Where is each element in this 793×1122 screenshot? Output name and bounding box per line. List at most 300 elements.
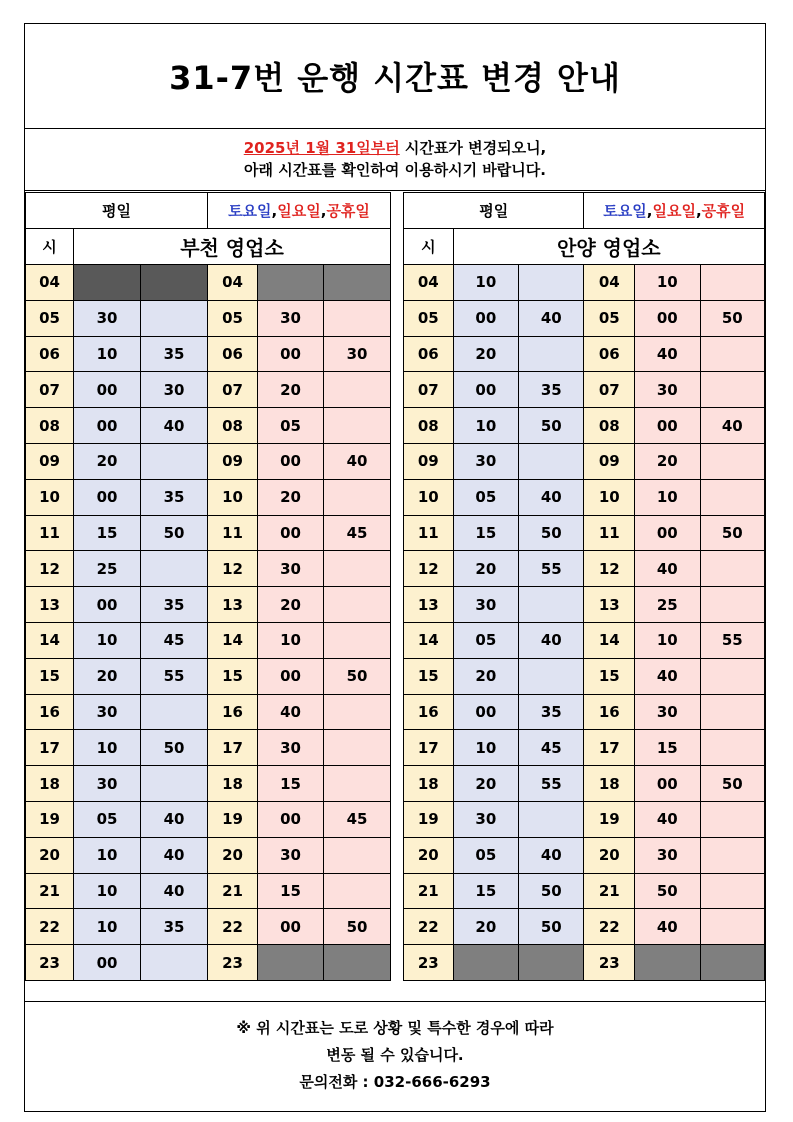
weekend-minute-cell: 40: [635, 801, 700, 837]
weekend-hour-cell: 16: [208, 694, 258, 730]
timetable-row: [26, 408, 391, 444]
weekend-minute-cell: 45: [324, 801, 391, 837]
weekday-minute-cell: 20: [74, 443, 141, 479]
weekday-minute-cell: 40: [519, 300, 584, 336]
weekend-minute-cell: 40: [324, 443, 391, 479]
weekday-minute-cell: [141, 766, 208, 802]
timetable-row: [26, 265, 391, 301]
timetable-row: [404, 622, 765, 658]
weekend-minute-cell: [700, 265, 765, 301]
weekday-hour-cell: 13: [404, 587, 454, 623]
office-name: 부천 영업소: [74, 229, 391, 265]
weekend-minute-cell: 50: [324, 909, 391, 945]
weekday-minute-cell: 00: [74, 587, 141, 623]
weekday-minute-cell: 30: [453, 587, 518, 623]
weekday-hour-cell: 23: [404, 945, 454, 981]
weekend-minute-cell: 15: [258, 766, 324, 802]
day-type-header: [404, 193, 765, 229]
weekend-minute-cell: [324, 766, 391, 802]
saturday-label: 토요일: [228, 202, 272, 220]
weekend-minute-cell: 40: [635, 658, 700, 694]
weekend-hour-cell: 10: [208, 479, 258, 515]
weekday-hour-cell: 10: [404, 479, 454, 515]
weekday-minute-cell: 30: [453, 801, 518, 837]
weekday-hour-cell: 18: [26, 766, 74, 802]
weekend-minute-cell: 30: [258, 551, 324, 587]
timetable-row: [404, 587, 765, 623]
separator: ,: [320, 202, 327, 220]
saturday-label: 토요일: [603, 202, 647, 220]
weekend-hour-cell: 05: [208, 300, 258, 336]
office-header-row: [26, 229, 391, 265]
weekend-minute-cell: [324, 694, 391, 730]
weekday-minute-cell: 35: [141, 909, 208, 945]
weekend-minute-cell: 50: [700, 300, 765, 336]
weekday-minute-cell: [141, 945, 208, 981]
weekday-minute-cell: 55: [141, 658, 208, 694]
weekend-minute-cell: [700, 658, 765, 694]
timetable-row: [26, 766, 391, 802]
weekday-minute-cell: 00: [453, 300, 518, 336]
weekend-minute-cell: [700, 551, 765, 587]
notice-line-1-text: 시간표가 변경되오니,: [399, 139, 547, 157]
weekend-hour-cell: 21: [584, 873, 635, 909]
timetable-row: [26, 945, 391, 981]
weekday-hour-cell: 14: [404, 622, 454, 658]
timetable-row: [26, 515, 391, 551]
timetable-row: [26, 300, 391, 336]
effective-date: 2025년 1월 31일부터: [243, 139, 400, 157]
weekend-minute-cell: [324, 622, 391, 658]
weekday-minute-cell: 30: [74, 300, 141, 336]
weekend-hour-cell: 15: [584, 658, 635, 694]
weekday-header: 평일: [404, 193, 584, 229]
weekday-hour-cell: 18: [404, 766, 454, 802]
weekend-minute-cell: [258, 945, 324, 981]
weekend-hour-cell: 12: [208, 551, 258, 587]
weekday-hour-cell: 15: [26, 658, 74, 694]
weekend-hour-cell: 17: [584, 730, 635, 766]
timetable-row: [26, 873, 391, 909]
timetable-row: [26, 372, 391, 408]
weekend-hour-cell: 06: [584, 336, 635, 372]
weekend-minute-cell: 10: [635, 479, 700, 515]
weekday-minute-cell: 35: [519, 372, 584, 408]
weekday-minute-cell: 50: [519, 909, 584, 945]
weekend-hour-cell: 18: [584, 766, 635, 802]
weekday-minute-cell: 20: [453, 658, 518, 694]
footer-line-2: 변동 될 수 있습니다.: [326, 1046, 464, 1064]
weekend-hour-cell: 13: [584, 587, 635, 623]
weekday-minute-cell: [519, 587, 584, 623]
timetable-row: [404, 837, 765, 873]
timetable-row: [26, 837, 391, 873]
weekend-minute-cell: 20: [258, 479, 324, 515]
timetable-row: [404, 694, 765, 730]
weekday-hour-cell: 21: [404, 873, 454, 909]
weekend-hour-cell: 07: [584, 372, 635, 408]
weekend-minute-cell: 50: [324, 658, 391, 694]
weekday-hour-cell: 14: [26, 622, 74, 658]
weekday-hour-cell: 07: [404, 372, 454, 408]
holiday-label: 공휴일: [326, 202, 370, 220]
timetable-row: [404, 551, 765, 587]
weekday-minute-cell: 00: [453, 372, 518, 408]
weekend-minute-cell: 45: [324, 515, 391, 551]
weekday-minute-cell: 40: [141, 837, 208, 873]
weekday-minute-cell: 05: [453, 479, 518, 515]
weekday-hour-cell: 19: [404, 801, 454, 837]
weekend-minute-cell: 00: [258, 658, 324, 694]
weekend-minute-cell: 25: [635, 587, 700, 623]
weekend-minute-cell: 00: [635, 408, 700, 444]
weekday-minute-cell: [519, 336, 584, 372]
contact-phone: 문의전화 : 032-666-6293: [299, 1073, 491, 1091]
weekend-minute-cell: 30: [258, 837, 324, 873]
hour-column-header: 시: [404, 229, 454, 265]
weekday-minute-cell: 35: [141, 587, 208, 623]
timetable-row: [26, 801, 391, 837]
weekday-hour-cell: 11: [404, 515, 454, 551]
weekend-hour-cell: 19: [208, 801, 258, 837]
weekday-hour-cell: 17: [404, 730, 454, 766]
weekday-minute-cell: 00: [74, 945, 141, 981]
weekday-minute-cell: [519, 443, 584, 479]
weekend-hour-cell: 16: [584, 694, 635, 730]
sunday-label: 일요일: [277, 202, 321, 220]
weekend-hour-cell: 14: [208, 622, 258, 658]
weekend-hour-cell: 23: [584, 945, 635, 981]
weekend-minute-cell: [700, 801, 765, 837]
weekend-hour-cell: 12: [584, 551, 635, 587]
weekend-minute-cell: 20: [258, 587, 324, 623]
weekday-minute-cell: 25: [74, 551, 141, 587]
notice-document: [24, 23, 766, 1112]
weekend-minute-cell: [258, 265, 324, 301]
weekday-minute-cell: 10: [74, 336, 141, 372]
page-title: 31-7번 운행 시간표 변경 안내: [25, 24, 765, 129]
timetable-row: [404, 873, 765, 909]
weekday-minute-cell: 10: [74, 622, 141, 658]
weekday-header: 평일: [26, 193, 208, 229]
weekend-hour-cell: 04: [584, 265, 635, 301]
weekend-minute-cell: 15: [258, 873, 324, 909]
timetable-row: [404, 658, 765, 694]
weekend-minute-cell: [700, 909, 765, 945]
weekend-minute-cell: 00: [258, 443, 324, 479]
weekend-hour-cell: 10: [584, 479, 635, 515]
weekend-minute-cell: 10: [635, 265, 700, 301]
weekday-hour-cell: 05: [26, 300, 74, 336]
weekend-minute-cell: 00: [258, 801, 324, 837]
weekend-minute-cell: 10: [258, 622, 324, 658]
timetable-row: [26, 443, 391, 479]
weekend-minute-cell: 20: [635, 443, 700, 479]
weekday-minute-cell: 00: [74, 408, 141, 444]
notice-line-2: 아래 시간표를 확인하여 이용하시기 바랍니다.: [244, 161, 546, 179]
weekend-minute-cell: [324, 551, 391, 587]
weekday-hour-cell: 20: [26, 837, 74, 873]
weekday-hour-cell: 05: [404, 300, 454, 336]
timetable-row: [26, 479, 391, 515]
weekday-hour-cell: 13: [26, 587, 74, 623]
weekday-minute-cell: 10: [74, 730, 141, 766]
separator: ,: [271, 202, 278, 220]
weekend-hour-cell: 05: [584, 300, 635, 336]
weekday-minute-cell: 00: [74, 479, 141, 515]
timetable-row: [26, 587, 391, 623]
weekend-hour-cell: 23: [208, 945, 258, 981]
weekend-hour-cell: 20: [208, 837, 258, 873]
weekday-minute-cell: 20: [453, 551, 518, 587]
weekday-hour-cell: 06: [404, 336, 454, 372]
weekday-minute-cell: 50: [519, 515, 584, 551]
weekday-minute-cell: 05: [453, 622, 518, 658]
holiday-label: 공휴일: [701, 202, 746, 220]
weekend-minute-cell: 00: [635, 300, 700, 336]
weekend-minute-cell: 10: [635, 622, 700, 658]
weekday-minute-cell: 50: [519, 873, 584, 909]
weekday-hour-cell: 17: [26, 730, 74, 766]
timetable-row: [404, 408, 765, 444]
weekday-minute-cell: 55: [519, 766, 584, 802]
timetable-row: [26, 336, 391, 372]
weekday-minute-cell: 35: [141, 336, 208, 372]
timetable-row: [404, 336, 765, 372]
weekday-hour-cell: 08: [26, 408, 74, 444]
weekend-hour-cell: 18: [208, 766, 258, 802]
weekday-minute-cell: 10: [453, 730, 518, 766]
weekday-minute-cell: 40: [519, 622, 584, 658]
weekend-minute-cell: [700, 587, 765, 623]
bucheon-timetable: [25, 192, 391, 981]
weekday-minute-cell: 05: [74, 801, 141, 837]
weekday-minute-cell: 30: [74, 766, 141, 802]
timetable-row: [26, 551, 391, 587]
weekend-minute-cell: 00: [635, 515, 700, 551]
timetable-row: [26, 622, 391, 658]
weekday-minute-cell: 00: [453, 694, 518, 730]
weekday-hour-cell: 09: [404, 443, 454, 479]
weekend-header: [584, 193, 765, 229]
timetable-row: [26, 730, 391, 766]
weekday-hour-cell: 16: [26, 694, 74, 730]
weekday-hour-cell: 21: [26, 873, 74, 909]
timetable-row: [404, 730, 765, 766]
weekend-minute-cell: [700, 336, 765, 372]
weekday-minute-cell: [141, 694, 208, 730]
weekend-minute-cell: [700, 837, 765, 873]
weekend-minute-cell: [700, 730, 765, 766]
footer-line-1: ※ 위 시간표는 도로 상황 및 특수한 경우에 따라: [236, 1019, 554, 1037]
weekend-minute-cell: 40: [258, 694, 324, 730]
weekday-hour-cell: 23: [26, 945, 74, 981]
weekend-hour-cell: 17: [208, 730, 258, 766]
weekend-minute-cell: 30: [258, 300, 324, 336]
weekend-minute-cell: 30: [324, 336, 391, 372]
weekday-minute-cell: 40: [141, 801, 208, 837]
weekend-hour-cell: 06: [208, 336, 258, 372]
weekend-minute-cell: 50: [635, 873, 700, 909]
weekday-hour-cell: 20: [404, 837, 454, 873]
weekday-minute-cell: 10: [74, 909, 141, 945]
weekend-hour-cell: 20: [584, 837, 635, 873]
weekday-minute-cell: 40: [141, 873, 208, 909]
weekday-minute-cell: [519, 658, 584, 694]
weekday-minute-cell: 20: [74, 658, 141, 694]
office-header-row: [404, 229, 765, 265]
timetable-row: [404, 515, 765, 551]
weekday-hour-cell: 07: [26, 372, 74, 408]
timetable-row: [404, 372, 765, 408]
weekday-hour-cell: 19: [26, 801, 74, 837]
timetable-row: [404, 443, 765, 479]
timetable-row: [404, 766, 765, 802]
weekday-hour-cell: 06: [26, 336, 74, 372]
weekday-minute-cell: [74, 265, 141, 301]
weekend-minute-cell: [324, 265, 391, 301]
weekday-hour-cell: 04: [26, 265, 74, 301]
weekday-hour-cell: 16: [404, 694, 454, 730]
timetable-row: [404, 801, 765, 837]
footer-notice: [25, 1001, 765, 1111]
weekend-hour-cell: 09: [208, 443, 258, 479]
weekend-minute-cell: 00: [258, 336, 324, 372]
timetable-row: [26, 909, 391, 945]
weekday-minute-cell: 45: [141, 622, 208, 658]
weekend-hour-cell: 19: [584, 801, 635, 837]
weekday-minute-cell: 15: [453, 873, 518, 909]
weekend-minute-cell: [324, 587, 391, 623]
weekday-hour-cell: 11: [26, 515, 74, 551]
weekend-minute-cell: 05: [258, 408, 324, 444]
weekday-minute-cell: 10: [453, 265, 518, 301]
weekday-hour-cell: 12: [26, 551, 74, 587]
weekend-minute-cell: 50: [700, 515, 765, 551]
weekday-minute-cell: [453, 945, 518, 981]
weekend-minute-cell: 30: [635, 837, 700, 873]
weekend-hour-cell: 15: [208, 658, 258, 694]
weekend-minute-cell: 00: [635, 766, 700, 802]
weekday-minute-cell: 30: [74, 694, 141, 730]
weekend-minute-cell: 55: [700, 622, 765, 658]
weekend-minute-cell: [324, 730, 391, 766]
weekend-hour-cell: 08: [208, 408, 258, 444]
weekday-minute-cell: [519, 801, 584, 837]
weekend-hour-cell: 22: [208, 909, 258, 945]
timetable-row: [404, 479, 765, 515]
weekday-minute-cell: 20: [453, 909, 518, 945]
timetable-row: [404, 909, 765, 945]
hour-column-header: 시: [26, 229, 74, 265]
weekend-hour-cell: 11: [208, 515, 258, 551]
weekend-minute-cell: 00: [258, 515, 324, 551]
weekend-minute-cell: 30: [635, 694, 700, 730]
weekday-minute-cell: 55: [519, 551, 584, 587]
weekday-minute-cell: [141, 300, 208, 336]
separator: ,: [695, 202, 702, 220]
weekday-minute-cell: [519, 945, 584, 981]
weekend-minute-cell: [700, 479, 765, 515]
weekday-minute-cell: 00: [74, 372, 141, 408]
weekday-minute-cell: 40: [141, 408, 208, 444]
weekday-minute-cell: 40: [519, 479, 584, 515]
office-name: 안양 영업소: [453, 229, 764, 265]
weekday-minute-cell: [141, 443, 208, 479]
weekend-minute-cell: [700, 443, 765, 479]
weekend-minute-cell: 15: [635, 730, 700, 766]
weekday-minute-cell: 10: [453, 408, 518, 444]
weekend-minute-cell: [700, 873, 765, 909]
timetable-row: [404, 300, 765, 336]
weekday-hour-cell: 22: [26, 909, 74, 945]
weekend-hour-cell: 21: [208, 873, 258, 909]
weekday-minute-cell: 35: [519, 694, 584, 730]
weekend-header: [208, 193, 391, 229]
weekday-hour-cell: 10: [26, 479, 74, 515]
weekday-minute-cell: 35: [141, 479, 208, 515]
timetable-row: [404, 265, 765, 301]
weekday-hour-cell: 04: [404, 265, 454, 301]
weekday-minute-cell: 20: [453, 336, 518, 372]
notice-line-1: [25, 137, 765, 159]
weekday-minute-cell: 15: [74, 515, 141, 551]
weekday-hour-cell: 09: [26, 443, 74, 479]
weekday-hour-cell: 08: [404, 408, 454, 444]
anyang-timetable: [403, 192, 765, 981]
weekend-minute-cell: 40: [700, 408, 765, 444]
weekend-minute-cell: [700, 694, 765, 730]
weekend-minute-cell: 40: [635, 336, 700, 372]
weekday-minute-cell: 50: [141, 515, 208, 551]
separator: ,: [646, 202, 653, 220]
weekend-hour-cell: 11: [584, 515, 635, 551]
weekday-minute-cell: 20: [453, 766, 518, 802]
weekday-minute-cell: [519, 265, 584, 301]
day-type-header: [26, 193, 391, 229]
weekend-hour-cell: 09: [584, 443, 635, 479]
weekend-minute-cell: [324, 837, 391, 873]
weekday-hour-cell: 12: [404, 551, 454, 587]
weekday-minute-cell: 05: [453, 837, 518, 873]
weekend-hour-cell: 04: [208, 265, 258, 301]
weekday-minute-cell: 50: [519, 408, 584, 444]
weekend-minute-cell: 30: [258, 730, 324, 766]
change-notice: [25, 129, 765, 191]
timetable-row: [404, 945, 765, 981]
weekend-minute-cell: [635, 945, 700, 981]
weekday-minute-cell: [141, 265, 208, 301]
weekday-minute-cell: 45: [519, 730, 584, 766]
weekday-minute-cell: 15: [453, 515, 518, 551]
weekday-minute-cell: 10: [74, 837, 141, 873]
timetable-row: [26, 694, 391, 730]
weekend-minute-cell: [324, 372, 391, 408]
weekday-hour-cell: 22: [404, 909, 454, 945]
timetable-row: [26, 658, 391, 694]
weekend-minute-cell: 00: [258, 909, 324, 945]
weekend-minute-cell: [324, 945, 391, 981]
weekend-hour-cell: 07: [208, 372, 258, 408]
weekday-hour-cell: 15: [404, 658, 454, 694]
weekend-hour-cell: 22: [584, 909, 635, 945]
weekday-minute-cell: 30: [453, 443, 518, 479]
weekday-minute-cell: 50: [141, 730, 208, 766]
weekend-hour-cell: 14: [584, 622, 635, 658]
weekend-minute-cell: 40: [635, 909, 700, 945]
weekend-minute-cell: 50: [700, 766, 765, 802]
weekend-hour-cell: 08: [584, 408, 635, 444]
